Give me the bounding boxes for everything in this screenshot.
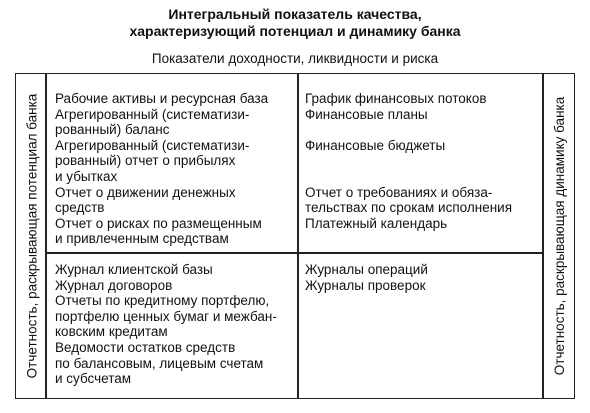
right-side-label: Отчетность, раскрывающая динамику банка (552, 96, 567, 376)
left-side-divider (45, 73, 47, 399)
diagram-title-line-1: Интегральный показатель качества, (168, 6, 422, 22)
list-item: Отчет о движении денежных средств (55, 184, 236, 216)
list-item: Ведомости остатков средств по балансовым, лицевым счетам и субсчетам (55, 339, 264, 387)
list-item: Рабочие активы и ресурсная база (55, 91, 269, 106)
right-side-label-box (549, 80, 571, 392)
middle-divider (45, 252, 544, 254)
list-item: Агрегированный (систематизи- рованный) отчет о прибылях и убытках (55, 137, 250, 184)
list-item: Журнал клиентской базы (55, 262, 213, 277)
list-item: Отчеты по кредитному портфелю, портфелю ценных бумаг и межбан- ковским кредитам (55, 293, 277, 340)
cell-bottom-left (55, 262, 295, 387)
list-item: Отчет о рисках по размещенным и привлеченным средствам (55, 215, 262, 247)
list-item: Отчет о требованиях и обяза- тельствах по срокам исполнения (305, 184, 513, 216)
left-side-label: Отчетность, раскрывающая потенциал банка (24, 93, 40, 379)
list-item: Журналы операций (305, 262, 428, 277)
list-item: Журналы проверок (305, 277, 426, 293)
diagram-subtitle: Показатели доходности, ликвидности и риска (151, 51, 439, 66)
cell-top-right (305, 91, 541, 231)
list-item: График финансовых потоков (305, 91, 487, 106)
list-item: Финансовые бюджеты (305, 137, 446, 153)
list-item: Финансовые планы (305, 106, 428, 122)
list-item: Агрегированный (систематизи- рованный) баланс (55, 106, 250, 138)
diagram-title-line-2: характеризующий потенциал и динамику банка (129, 23, 461, 39)
left-side-label-box (21, 80, 43, 392)
list-item: Журнал договоров (55, 277, 173, 293)
cell-bottom-right (305, 262, 541, 293)
list-item: Платежный календарь (305, 215, 448, 231)
cell-top-left (55, 91, 295, 247)
center-divider (297, 73, 299, 399)
right-side-divider (542, 73, 544, 399)
